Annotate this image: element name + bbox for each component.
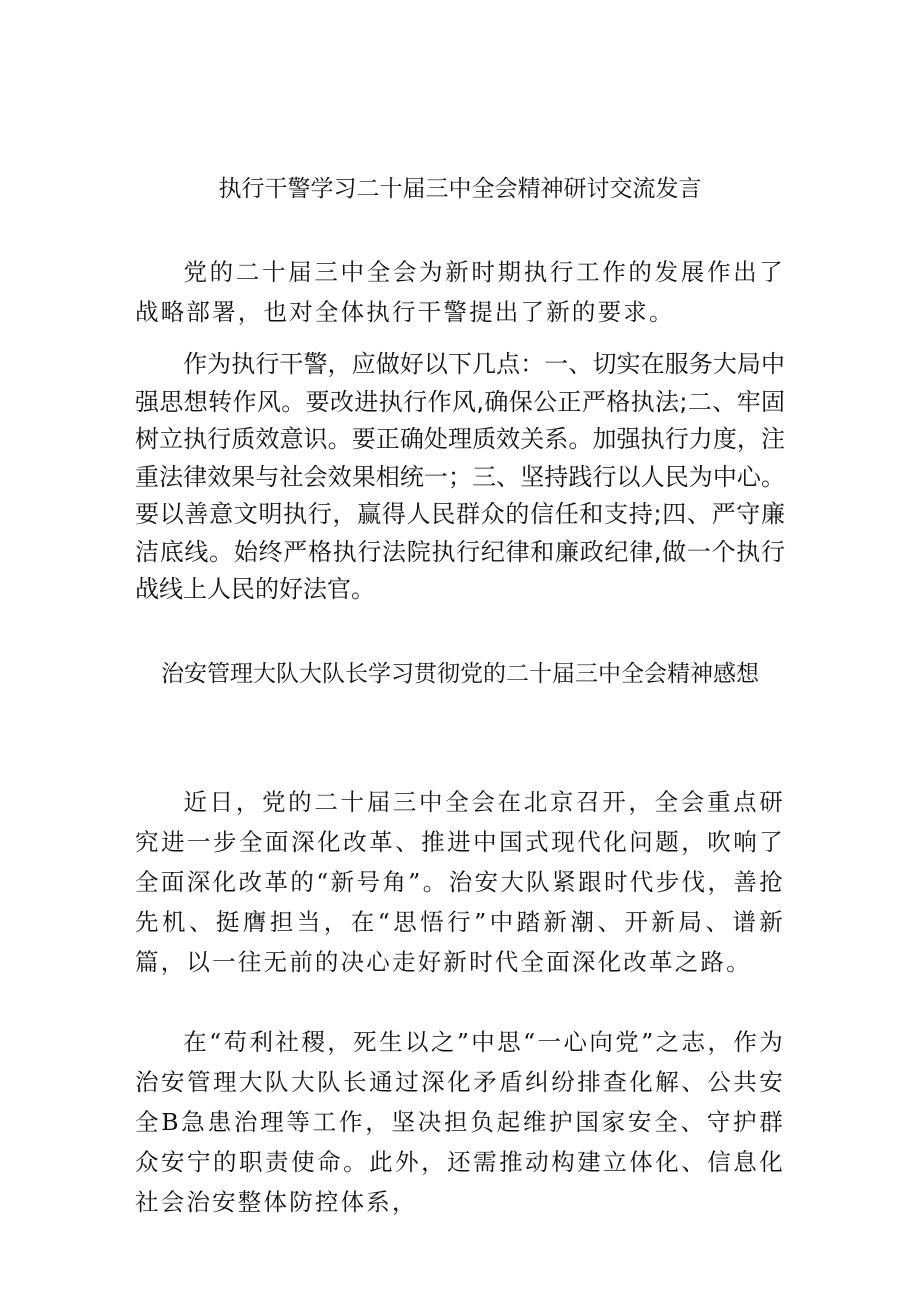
paragraph-text: 近日，党的二十届三中全会在北京召开，全会重点研究进一步全面深化改革、推进中国式现代化问题，吹响了全面深化改革的“新号角”。治安大队紧跟时代步伐，善抢先机、挺膺担当，在“思悟行”中踏新潮、开新局、谱新篇，以一往无前的决心走好新时代全面深化改革之路。 — [135, 788, 785, 976]
section2-paragraph-1 — [135, 782, 785, 982]
section2-paragraph-2 — [135, 1022, 785, 1222]
section2-title: 治安管理大队大队长学习贯彻党的二十届三中全会精神感想 — [161, 661, 759, 687]
section1-title: 执行干警学习二十届三中全会精神研讨交流发言 — [218, 176, 702, 202]
section1-paragraph-1 — [135, 252, 785, 332]
paragraph-text: 作为执行干警，应做好以下几点：一、切实在服务大局中强思想转作风。要改进执行作风,确保公正严格执法;二、牢固树立执行质效意识。要正确处理质效关系。加强执行力度，注重法律效果与社会效果相统一；三、坚持践行以人民为中心。要以善意文明执行，赢得人民群众的信任和支持;四、严守廉洁底线。始终严格执行法院执行纪律和廉政纪律,做一个执行战线上人民的好法官。 — [135, 350, 785, 603]
paragraph-text: 党的二十届三中全会为新时期执行工作的发展作出了战略部署，也对全体执行干警提出了新的要求。 — [135, 258, 785, 326]
paragraph-text: 在“苟利社稷，死生以之”中思“一心向党”之志，作为治安管理大队大队长通过深化矛盾纠纷排查化解、公共安全B急患治理等工作，坚决担负起维护国家安全、守护群众安宁的职责使命。此外，还需推动构建立体化、信息化社会治安整体防控体系， — [135, 1028, 785, 1216]
section1-paragraph-2 — [135, 346, 785, 609]
